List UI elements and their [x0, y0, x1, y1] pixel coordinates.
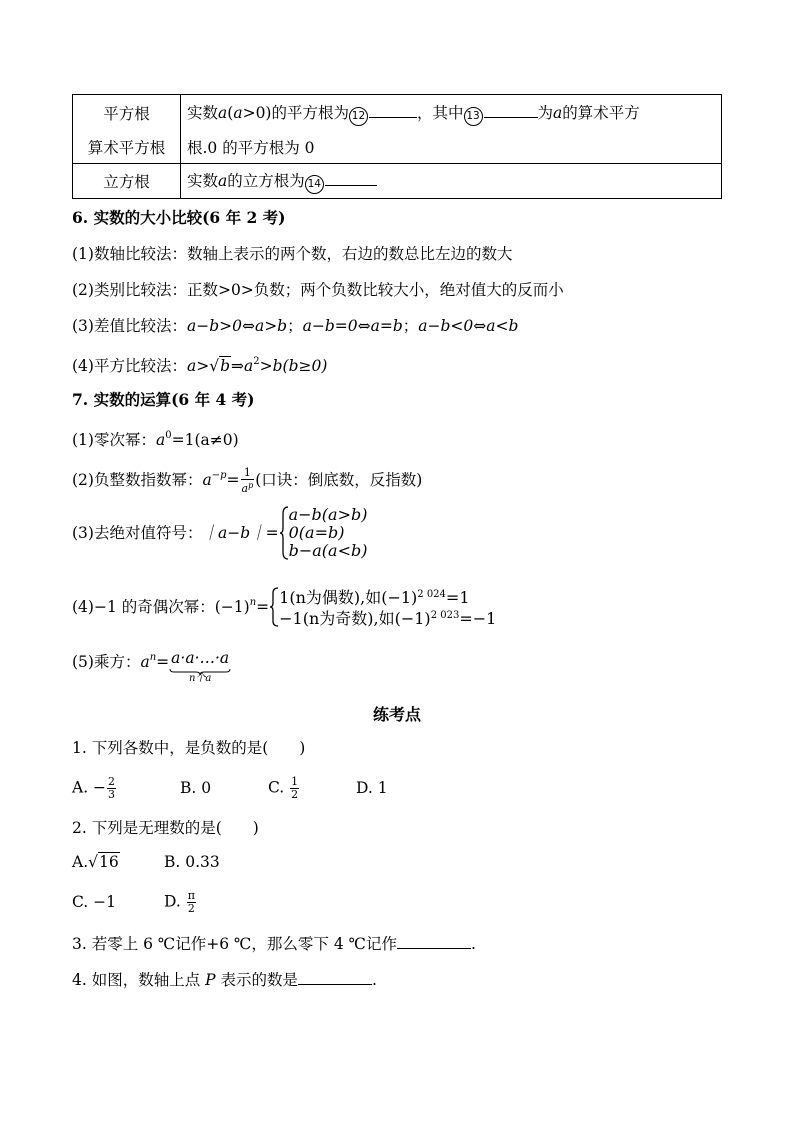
text: 的算术平方 [562, 103, 640, 122]
expr: (−1) [214, 598, 250, 616]
underbrace [169, 648, 231, 684]
expr: = [226, 471, 240, 489]
expr: >b(b≥0) [259, 357, 328, 375]
table-row [73, 164, 722, 199]
list-item: (2)类别比较法：正数>0>负数；两个负数比较大小，绝对值大的反而小 [72, 281, 564, 299]
case: b−a(a<b) [288, 541, 368, 560]
question [72, 934, 476, 954]
text: ( [227, 103, 234, 122]
text: =−1 [459, 609, 497, 628]
expr: ⇒a [231, 357, 254, 375]
label: C. [268, 778, 285, 797]
numerator: π [187, 889, 195, 902]
expr: a [241, 482, 249, 495]
row-text: 根.0 的平方根为 0 [181, 131, 722, 164]
expr: a [140, 653, 150, 671]
expr: a·a·…·a [171, 649, 230, 667]
answer-blank[interactable] [369, 117, 417, 118]
label: (5)乘方： [72, 653, 141, 671]
options-row [72, 776, 388, 801]
expr: =1(a≠0) [171, 431, 239, 449]
case [279, 586, 496, 607]
superscript: 0 [165, 430, 172, 441]
cases [279, 586, 496, 628]
answer-blank[interactable] [484, 117, 538, 118]
row-key: 算术平方根 [73, 131, 181, 164]
text: . [470, 935, 476, 953]
var: a [553, 103, 563, 122]
fraction [241, 467, 255, 495]
numerator: 1 [291, 775, 299, 788]
circled-number: 13 [464, 107, 483, 126]
circled-number: 12 [349, 107, 368, 126]
cases [289, 506, 368, 560]
sqrt: √16 [88, 853, 119, 871]
fraction [187, 890, 196, 915]
var: a [218, 103, 228, 122]
denominator: 2 [187, 902, 195, 915]
label: (4)平方比较法： [72, 357, 187, 375]
expr: = [156, 653, 170, 671]
expr: a [202, 471, 212, 489]
label: (2)负整数指数幂： [72, 471, 203, 489]
text: 4. 如图，数轴上点 [72, 971, 201, 989]
denominator: 2 [291, 788, 299, 801]
text: 实数 [187, 171, 219, 190]
row-text [181, 164, 722, 199]
numerator: 1 [241, 467, 255, 480]
text: 的立方根为 [227, 171, 305, 190]
question: 1. 下列各数中，是负数的是( ) [72, 739, 306, 757]
answer-blank[interactable] [325, 185, 377, 186]
label: (3)差值比较法： [72, 317, 187, 335]
label: D. [164, 892, 181, 911]
var: a [233, 103, 243, 122]
expr: a [155, 431, 166, 449]
case: a−b(a>b) [288, 505, 368, 524]
row-key: 立方根 [73, 164, 181, 199]
sep: ； [287, 317, 303, 335]
option-c[interactable]: C. −1 [72, 892, 117, 911]
radicand: b [220, 357, 231, 375]
list-item: (1)数轴比较法：数轴上表示的两个数，右边的数总比左边的数大 [72, 245, 513, 263]
answer-blank[interactable] [397, 948, 471, 949]
text: =1 [445, 588, 470, 607]
fraction [290, 776, 299, 801]
expr: a−b>0⇔a>b [186, 317, 288, 335]
superscript: p [248, 481, 254, 490]
text: >0)的平方根为 [242, 103, 349, 122]
section-title: 练考点 [372, 705, 421, 724]
option-b[interactable]: B. 0.33 [164, 853, 220, 871]
text: −1(n为奇数),如(−1) [279, 609, 431, 628]
text: 为 [537, 103, 554, 122]
table-row [73, 95, 722, 132]
text: (口诀：倒底数，反指数) [255, 471, 423, 489]
question: 2. 下列是无理数的是( ) [72, 819, 259, 837]
left-brace-icon [269, 587, 279, 627]
superscript: 2 [253, 356, 260, 367]
list-item [72, 586, 496, 628]
question [72, 970, 377, 990]
list-item [72, 466, 422, 495]
superscript: 2 023 [430, 610, 460, 621]
radicand: 16 [99, 853, 119, 871]
option-a[interactable] [72, 776, 180, 801]
superscript: n [249, 597, 257, 608]
expr: a> [186, 357, 210, 375]
options-row [72, 890, 197, 915]
superscript: −p [211, 470, 227, 481]
superscript: n [149, 652, 157, 663]
text: 1(n为偶数),如(−1) [279, 588, 418, 607]
text: ，其中 [416, 103, 464, 122]
row-text [181, 95, 722, 132]
sqrt: √b [209, 357, 231, 375]
denominator: 3 [108, 788, 116, 801]
expr: a−b=0⇔a=b [302, 317, 403, 335]
row-key: 平方根 [73, 95, 181, 132]
text: . [372, 971, 377, 989]
table-row [73, 131, 722, 164]
label: (1)零次幂： [72, 431, 156, 449]
var: P [205, 971, 216, 989]
fraction [107, 776, 116, 801]
definition-table [72, 94, 722, 199]
denominator [241, 480, 255, 495]
option-d[interactable]: D. 1 [356, 778, 388, 797]
list-item [72, 316, 518, 336]
label: A. − [72, 778, 107, 797]
expr: a−b<0⇔a<b [418, 317, 519, 335]
superscript: 2 024 [417, 589, 446, 600]
left-brace-icon [279, 506, 289, 560]
sep: ； [402, 317, 419, 335]
list-item [72, 506, 367, 560]
option-d[interactable] [164, 890, 197, 915]
list-item [72, 426, 239, 450]
label: (3)去绝对值符号： [72, 524, 203, 542]
case: 0(a=b) [288, 523, 345, 542]
label: A. [72, 853, 89, 871]
options-row [72, 852, 220, 872]
expr: = [256, 598, 270, 616]
option-b[interactable]: B. 0 [180, 778, 212, 797]
case [279, 607, 496, 628]
var: a [218, 171, 228, 190]
section-heading: 7. 实数的运算(6 年 4 考) [72, 390, 255, 409]
list-item [72, 352, 327, 376]
numerator: 2 [108, 775, 116, 788]
answer-blank[interactable] [298, 984, 372, 985]
option-c[interactable] [268, 776, 356, 801]
option-a[interactable] [72, 852, 164, 872]
text: 实数 [187, 103, 219, 122]
expr: ｜a−b｜= [202, 524, 279, 542]
circled-number: 14 [305, 175, 324, 194]
section-heading: 6. 实数的大小比较(6 年 2 考) [72, 208, 286, 227]
label: (4)−1 的奇偶次幂： [72, 598, 215, 616]
text: 表示的数是 [220, 971, 299, 989]
list-item [72, 648, 231, 684]
text: 3. 若零上 6 ℃记作+6 ℃，那么零下 4 ℃记作 [72, 935, 397, 953]
underbrace-label: n个a [188, 673, 212, 684]
